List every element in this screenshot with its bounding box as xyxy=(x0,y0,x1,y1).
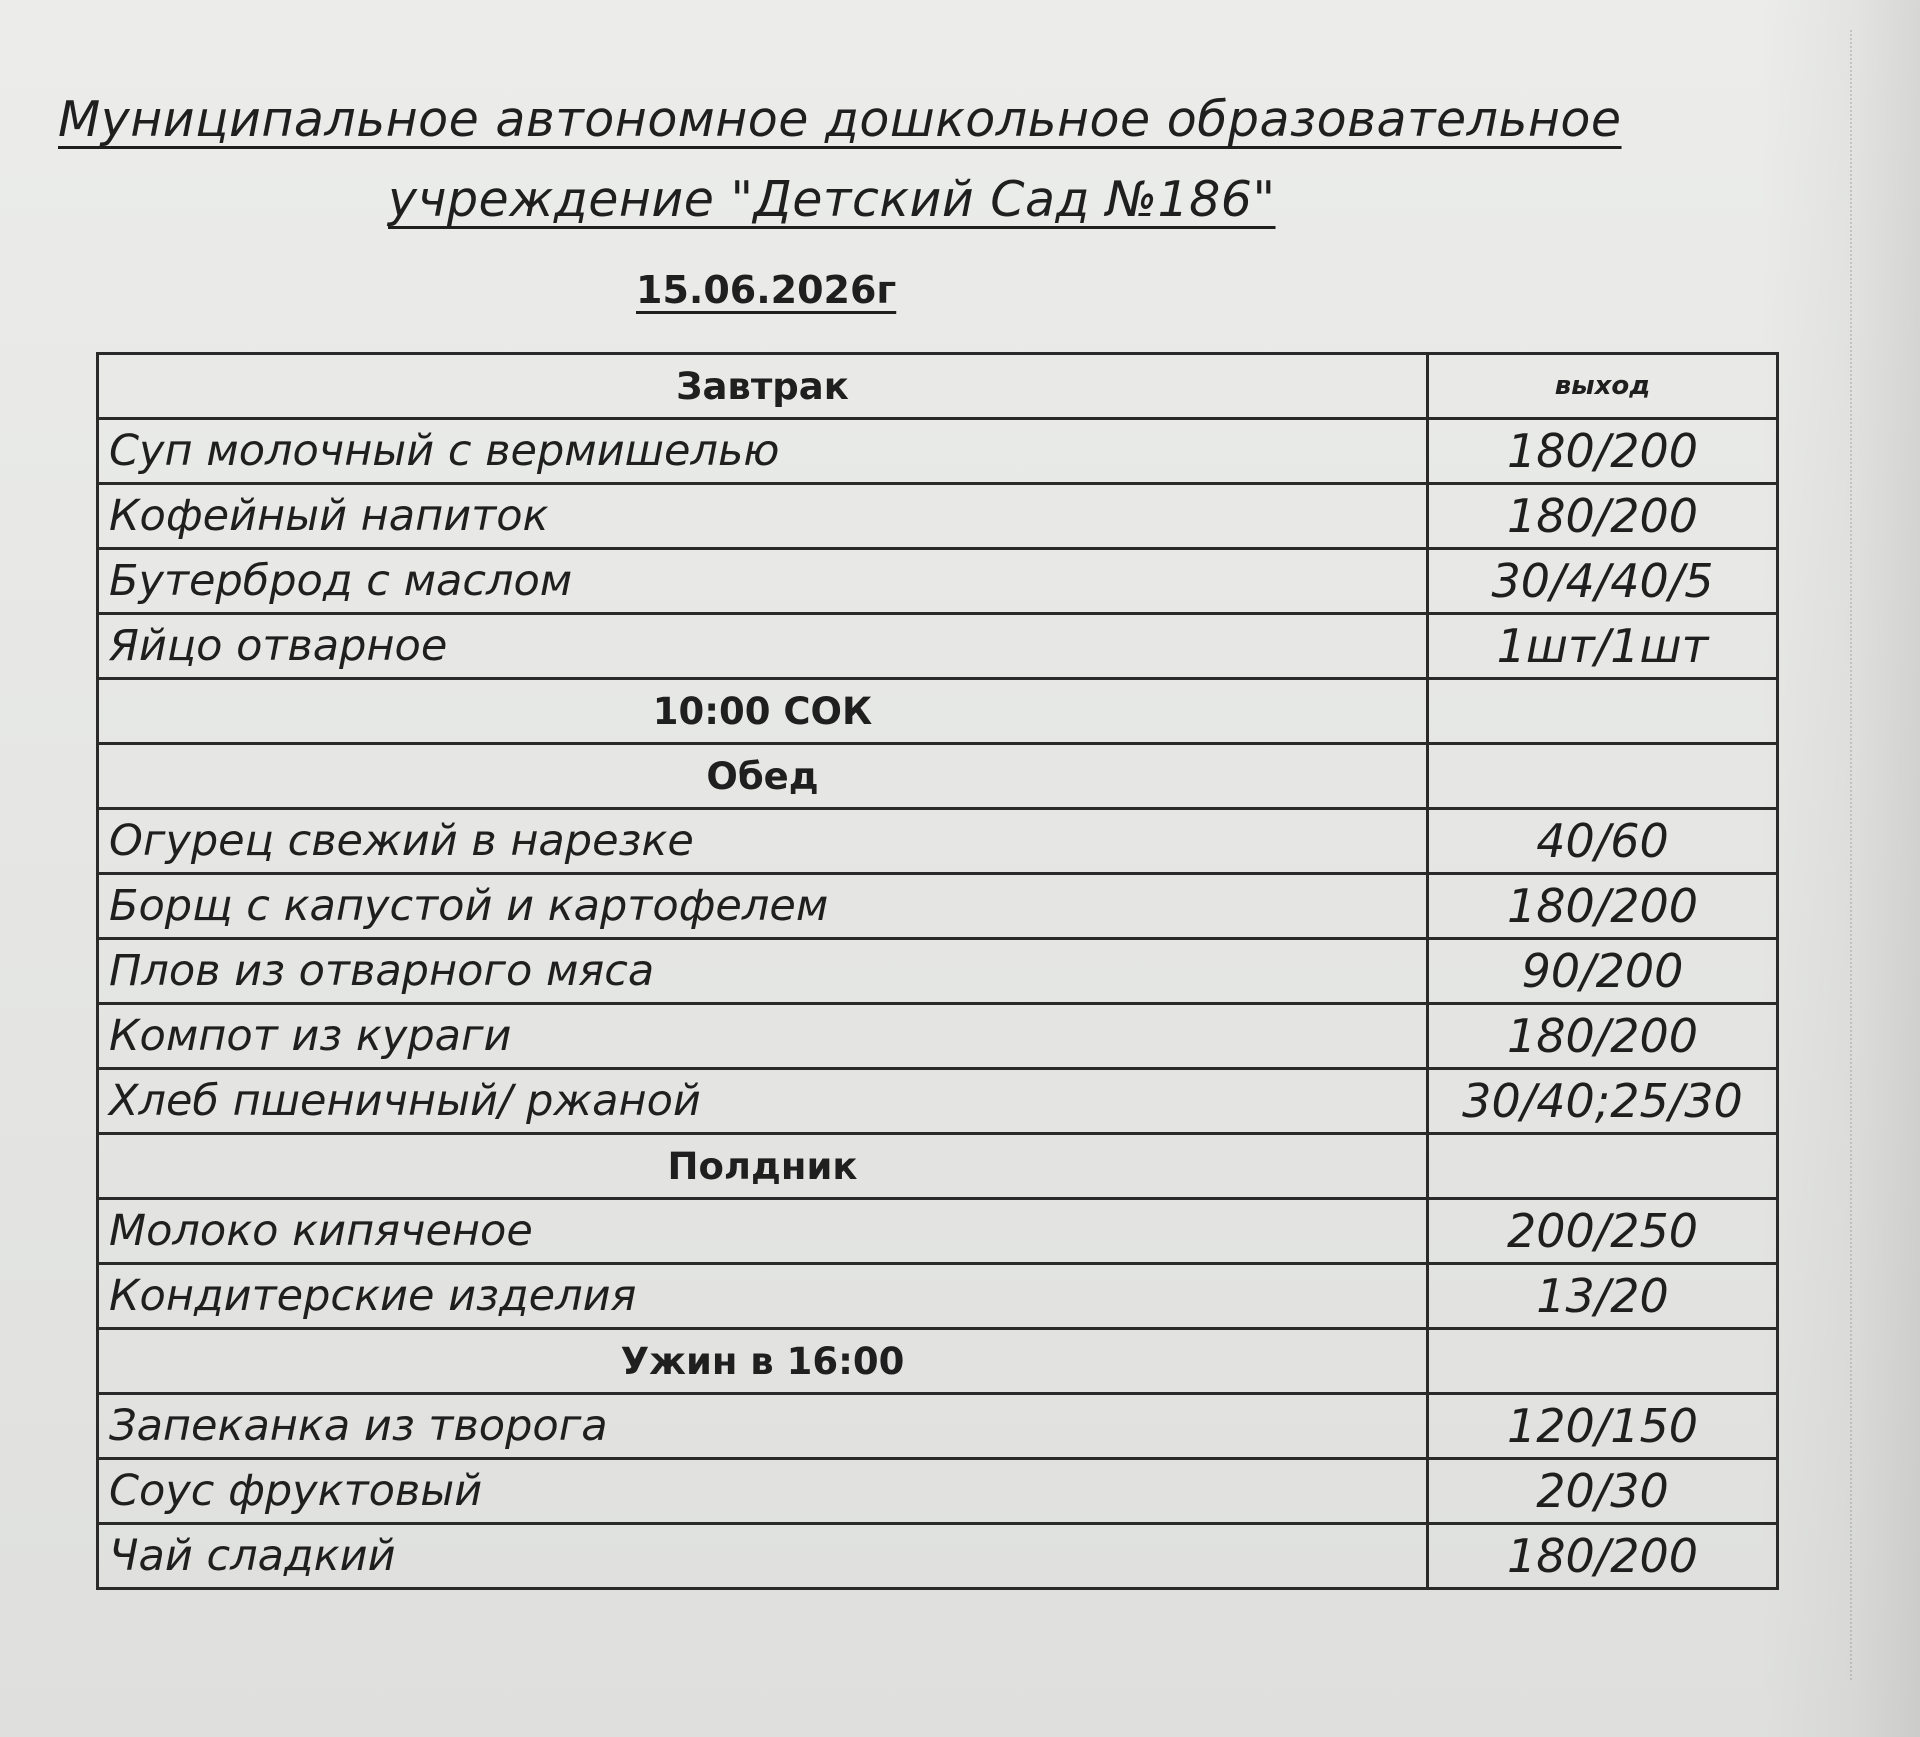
org-title-line-1-text: Муниципальное автономное дошкольное образовательное xyxy=(58,91,1622,148)
menu-table xyxy=(96,352,1779,1590)
section-juice: 10:00 СОК xyxy=(98,679,1428,744)
menu-row xyxy=(98,484,1778,549)
menu-row xyxy=(98,419,1778,484)
dish-name: Яйцо отварное xyxy=(98,614,1428,679)
dish-output: 180/200 xyxy=(1428,419,1778,484)
dish-name: Борщ с капустой и картофелем xyxy=(98,874,1428,939)
dish-name: Чай сладкий xyxy=(98,1524,1428,1589)
dish-output: 30/40;25/30 xyxy=(1428,1069,1778,1134)
dish-output: 180/200 xyxy=(1428,1524,1778,1589)
menu-row xyxy=(98,1069,1778,1134)
menu-row-section xyxy=(98,1134,1778,1199)
paper-edge-shadow xyxy=(1760,0,1920,1737)
dish-name: Бутерброд с маслом xyxy=(98,549,1428,614)
dish-output: 120/150 xyxy=(1428,1394,1778,1459)
dish-output: 180/200 xyxy=(1428,484,1778,549)
menu-date: 15.06.2026г xyxy=(636,268,897,312)
section-output-empty xyxy=(1428,1134,1778,1199)
dish-output: 200/250 xyxy=(1428,1199,1778,1264)
dish-output: 90/200 xyxy=(1428,939,1778,1004)
menu-row xyxy=(98,549,1778,614)
menu-row-section xyxy=(98,679,1778,744)
paper-edge-perforation xyxy=(1850,30,1852,1680)
menu-row xyxy=(98,1264,1778,1329)
dish-name: Хлеб пшеничный/ ржаной xyxy=(98,1069,1428,1134)
dish-name: Кофейный напиток xyxy=(98,484,1428,549)
section-output-empty xyxy=(1428,1329,1778,1394)
dish-name: Кондитерские изделия xyxy=(98,1264,1428,1329)
dish-name: Плов из отварного мяса xyxy=(98,939,1428,1004)
menu-row xyxy=(98,614,1778,679)
menu-row-section xyxy=(98,354,1778,419)
section-lunch: Обед xyxy=(98,744,1428,809)
dish-name: Запеканка из творога xyxy=(98,1394,1428,1459)
menu-row-section xyxy=(98,1329,1778,1394)
dish-output: 180/200 xyxy=(1428,1004,1778,1069)
section-dinner: Ужин в 16:00 xyxy=(98,1329,1428,1394)
menu-table-body xyxy=(98,354,1778,1589)
org-title-line-2 xyxy=(58,160,1618,240)
dish-output: 20/30 xyxy=(1428,1459,1778,1524)
dish-name: Суп молочный с вермишелью xyxy=(98,419,1428,484)
menu-row-section xyxy=(98,744,1778,809)
menu-row xyxy=(98,1199,1778,1264)
menu-row xyxy=(98,1524,1778,1589)
section-output-empty xyxy=(1428,679,1778,744)
section-output-empty xyxy=(1428,744,1778,809)
dish-output: 1шт/1шт xyxy=(1428,614,1778,679)
dish-name: Огурец свежий в нарезке xyxy=(98,809,1428,874)
dish-name: Молоко кипяченое xyxy=(98,1199,1428,1264)
dish-output: 13/20 xyxy=(1428,1264,1778,1329)
dish-name: Соус фруктовый xyxy=(98,1459,1428,1524)
output-column-header: выход xyxy=(1428,354,1778,419)
dish-output: 40/60 xyxy=(1428,809,1778,874)
section-breakfast: Завтрак xyxy=(98,354,1428,419)
dish-output: 180/200 xyxy=(1428,874,1778,939)
dish-output: 30/4/40/5 xyxy=(1428,549,1778,614)
menu-row xyxy=(98,1459,1778,1524)
menu-row xyxy=(98,1004,1778,1069)
menu-row xyxy=(98,809,1778,874)
menu-row xyxy=(98,874,1778,939)
section-afternoon-snack: Полдник xyxy=(98,1134,1428,1199)
dish-name: Компот из кураги xyxy=(98,1004,1428,1069)
menu-row xyxy=(98,939,1778,1004)
org-title-line-2-text: учреждение "Детский Сад №186" xyxy=(388,171,1276,228)
organization-title xyxy=(58,80,1622,240)
menu-row xyxy=(98,1394,1778,1459)
org-title-line-1 xyxy=(58,80,1622,160)
